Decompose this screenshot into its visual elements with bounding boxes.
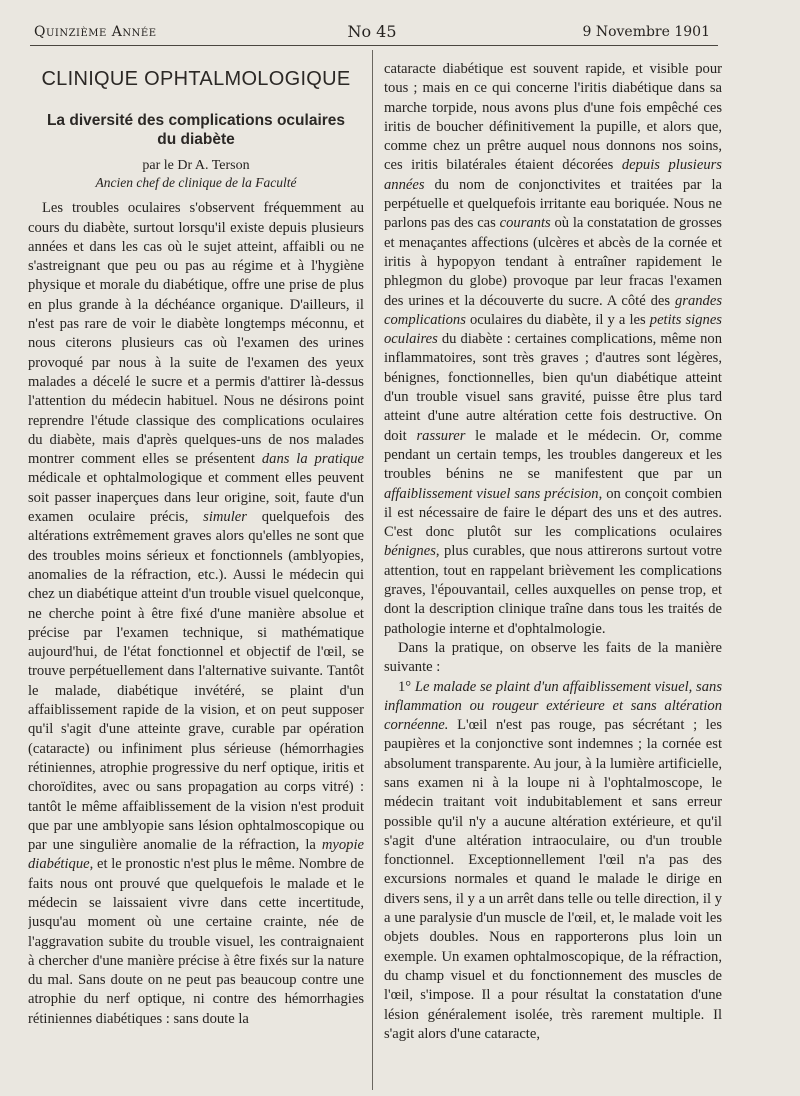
- section-title: CLINIQUE OPHTALMOLOGIQUE: [41, 68, 351, 90]
- author-affiliation: Ancien chef de clinique de la Faculté: [95, 175, 297, 191]
- paragraph: 1° Le malade se plaint d'un affaiblissement visuel, sans inflammation ou rougeur extérieure et sans altération cornéenne. L'œil n'est pas rouge, pas sécrétant ; les paupières et la conjonctive sont indemnes ; la cornée est absolument transparente. Au jour, à la lumière artificielle, sans examen ni à la loupe ni à l'ophtalmoscope, le médecin traitant voit indubitablement et sans erreur possible qu'il n'y a aucune altération extérieure, et qu'il s'agit d'une altération intraoculaire, ou d'un trouble fonctionnel. Exceptionnellement l'œil n'a pas des excursions normales et quand le malade le dirige en divers sens, il y a un arrêt dans telle ou telle direction, il y a une paralysie d'un muscle de l'œil, et, le malade voit les objets doubles. Nous en rapporterons plus loin un exemple. Un examen ophtalmoscopique, de la réfraction, du champ visuel et du fonctionnement des muscles de l'œil, s'impose. Il a pour résultat la constatation d'une lésion généralement isolée, très rarement multiple. Il s'agit alors d'une cataracte,: [384, 678, 722, 1042]
- page-header: [34, 22, 710, 42]
- paragraph: Dans la pratique, on observe les faits de la manière suivante :: [384, 639, 722, 676]
- article-title: La diversité des complications oculaires du diabète: [46, 112, 346, 149]
- author-byline: par le Dr A. Terson: [142, 158, 250, 174]
- issue-number: No 45: [347, 22, 397, 41]
- issue-date: 9 Novembre 1901: [582, 24, 710, 40]
- volume-label: Quinzième Année: [34, 24, 157, 40]
- left-column: [28, 60, 364, 1090]
- header-rule: [30, 45, 718, 46]
- column-divider: [372, 50, 373, 1090]
- paragraph: cataracte diabétique est souvent rapide, et visible pour tous ; mais en ce qui concerne l'iritis diabétique dans sa marche torpide, nous avons plus d'une fois empêché ces iritis de boucher définitivement la pupille, et alors que, comme chez un prêtre auquel nous donnons nos soins, ces iritis bilatérales étaient décorées depuis plusieurs années du nom de conjonctivites et traitées par la perpétuelle et quelquefois irritante eau boriquée. Nous ne parlons pas des cas courants où la constatation de grosses et menaçantes affections (ulcères et abcès de la cornée et iritis à hypopyon tendant à entraîner rapidement le phlegmon du globe) provoque par leur fracas l'examen des urines et la découverte du sucre. A côté des grandes complications oculaires du diabète, il y a les petits signes oculaires du diabète : certaines complications, même non inflammatoires, sont très graves ; d'autres sont légères, bénignes, fonctionnelles, bien qu'un diabétique atteint d'un trouble visuel sans gravité, puisse être plus tard atteint d'une autre altération cette fois destructive. On doit rassurer le malade et le médecin. Or, comme pendant un certain temps, les troubles dangereux et les troubles bénins ne se manifestent que par un affaiblissement visuel sans précision, on conçoit combien il est nécessaire de faire le départ des uns et des autres. C'est donc plutôt sur les complications oculaires bénignes, plus curables, que nous attirerons surtout votre attention, tout en rappelant brièvement les complications graves, l'épouvantail, celles auxquelles on pense trop, et dont la description clinique traîne dans tous les traités de pathologie interne et d'ophtalmologie.: [384, 61, 722, 637]
- paragraph: Les troubles oculaires s'observent fréquemment au cours du diabète, surtout lorsqu'il existe depuis plusieurs années et dans les cas où le sujet atteint, affaibli ou ne s'astreignant que peu ou pas au régime et à l'hygiène physique et morale du diabétique, offre une prise de plus en plus grande à la déchéance organique. D'ailleurs, il n'est pas rare de voir le diabète longtemps méconnu, et nous citerons plusieurs cas où l'examen des urines provoqué par nous à la suite de l'examen des yeux malades a décelé le sucre et a permis d'attirer là-dessus l'attention du médecin habituel. Nous ne désirons point reprendre l'étude classique des complications oculaires du diabète, mais d'après quelques-uns de nos malades montrer comment elles se présentent dans la pratique médicale et ophtalmologique et comment elles peuvent soit passer inaperçues dans leur origine, soit, faute d'un examen oculaire précis, simuler quelquefois des altérations extrêmement graves alors qu'elles ne sont que des troubles moins sérieux et fonctionnels (amblyopies, anomalies de la réfraction, etc.). Aussi le médecin qui chez un diabétique atteint d'un trouble visuel quelconque, ne cherche point à être fixé d'une manière absolue et précise par l'examen technique, si mathématique aujourd'hui, de l'état fonctionnel et objectif de l'œil, se trouve perpétuellement dans l'alternative suivante. Tantôt le malade, diabétique invétéré, se plaint d'un affaiblissement rapide de la vision, et on peut supposer qu'il s'agit d'une atteinte grave, curable par opération (cataracte) ou infiniment plus sérieuse (hémorrhagies rétiniennes, atrophie progressive du nerf optique, iritis et choroïdites, avec ou sans propagation au corps vitré) : tantôt le même affaiblissement de la vision n'est produit que par une amblyopie sans lésion ophtalmoscopique ou par une singulière anomalie de la réfraction, la myopie diabétique, et le pronostic n'est plus le même. Nombre de faits nous ont prouvé que quelquefois le malade et le médecin se laissaient vivre dans cette incertitude, jusqu'au moment où une certaine crainte, née de l'aggravation subite du trouble visuel, les contraignaient à chercher d'une manière précise à être fixés sur la nature du mal. Sans doute on ne peut pas beaucoup contre une atrophie du nerf optique, ni contre des hémorrhagies rétiniennes diabétiques : sans doute la: [28, 200, 364, 1027]
- right-column: [384, 60, 722, 1090]
